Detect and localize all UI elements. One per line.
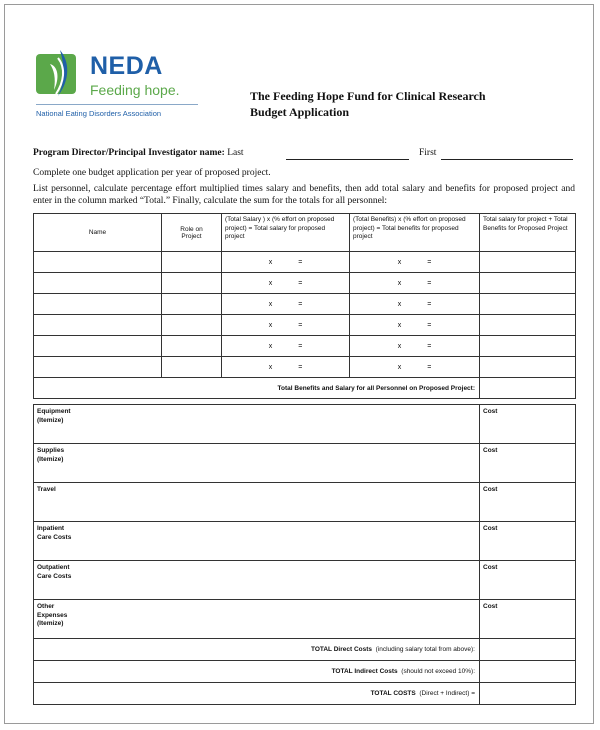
document-title	[250, 88, 486, 120]
cost-item-equipment[interactable]: Equipment (Itemize)	[34, 405, 480, 444]
personnel-role-cell[interactable]	[162, 294, 222, 315]
personnel-role-cell[interactable]	[162, 336, 222, 357]
cost-item-row	[34, 483, 576, 522]
personnel-grand-total-cell[interactable]	[480, 378, 576, 399]
table-row	[34, 315, 576, 336]
title-line-2: Budget Application	[250, 105, 350, 119]
cost-item-row	[34, 405, 576, 444]
cost-item-inpatient[interactable]: Inpatient Care Costs	[34, 522, 480, 561]
personnel-salary-cell[interactable]: x =	[222, 252, 350, 273]
personnel-total-row	[34, 378, 576, 399]
cost-item-outpatient[interactable]: Outpatient Care Costs	[34, 561, 480, 600]
pi-name-line	[33, 148, 578, 164]
pi-last-label: Last	[227, 148, 244, 158]
logo-brand: NEDA	[90, 52, 163, 80]
title-line-1: The Feeding Hope Fund for Clinical Research	[250, 89, 486, 103]
personnel-benefits-cell[interactable]: x =	[350, 336, 480, 357]
cost-item-row	[34, 600, 576, 639]
personnel-header-row	[34, 214, 576, 252]
table-row	[34, 273, 576, 294]
personnel-total-cell[interactable]	[480, 294, 576, 315]
costs-table	[33, 404, 576, 705]
table-row	[34, 252, 576, 273]
pi-name-label: Program Director/Principal Investigator name: Last	[33, 148, 244, 158]
personnel-total-cell[interactable]	[480, 252, 576, 273]
personnel-salary-cell[interactable]: x =	[222, 357, 350, 378]
logo-association: National Eating Disorders Association	[36, 109, 162, 118]
personnel-salary-cell[interactable]: x =	[222, 294, 350, 315]
personnel-benefits-cell[interactable]: x =	[350, 252, 480, 273]
table-row	[34, 357, 576, 378]
cost-cell[interactable]: Cost	[480, 561, 576, 600]
cost-cell[interactable]: Cost	[480, 522, 576, 561]
neda-leaf-icon	[36, 50, 84, 98]
personnel-total-cell[interactable]	[480, 315, 576, 336]
header-salary: (Total Salary ) x (% effort on proposed project) = Total salary for proposed project	[222, 214, 350, 252]
header-total: Total salary for project + Total Benefits for Proposed Project	[480, 214, 576, 252]
personnel-benefits-cell[interactable]: x =	[350, 357, 480, 378]
cost-item-row	[34, 561, 576, 600]
personnel-role-cell[interactable]	[162, 252, 222, 273]
logo-tagline: Feeding hope.	[90, 82, 180, 98]
personnel-name-cell[interactable]	[34, 294, 162, 315]
personnel-name-cell[interactable]	[34, 273, 162, 294]
personnel-role-cell[interactable]	[162, 273, 222, 294]
personnel-name-cell[interactable]	[34, 357, 162, 378]
personnel-name-cell[interactable]	[34, 315, 162, 336]
personnel-benefits-cell[interactable]: x =	[350, 294, 480, 315]
cost-item-row	[34, 522, 576, 561]
personnel-name-cell[interactable]	[34, 252, 162, 273]
personnel-total-cell[interactable]	[480, 336, 576, 357]
personnel-role-cell[interactable]	[162, 315, 222, 336]
cost-item-other[interactable]: Other Expenses (Itemize)	[34, 600, 480, 639]
cost-item-row	[34, 444, 576, 483]
instruction-1: Complete one budget application per year of proposed project.	[33, 168, 271, 178]
indirect-costs-label: TOTAL Indirect Costs (should not exceed 10%):	[34, 661, 480, 683]
header-role: Role on Project	[162, 214, 222, 252]
personnel-total-cell[interactable]	[480, 273, 576, 294]
indirect-costs-cell[interactable]	[480, 661, 576, 683]
direct-costs-cell[interactable]	[480, 639, 576, 661]
neda-logo	[36, 42, 206, 122]
cost-cell[interactable]: Cost	[480, 600, 576, 639]
pi-first-name-field[interactable]	[441, 159, 573, 160]
personnel-role-cell[interactable]	[162, 357, 222, 378]
personnel-table	[33, 213, 576, 399]
personnel-benefits-cell[interactable]: x =	[350, 315, 480, 336]
pi-first-label: First	[419, 148, 437, 158]
personnel-total-label: Total Benefits and Salary for all Personnel on Proposed Project:	[34, 378, 480, 399]
personnel-benefits-cell[interactable]: x =	[350, 273, 480, 294]
logo-divider	[36, 104, 198, 105]
instruction-2: List personnel, calculate percentage effort multiplied times salary and benefits, then add total salary and benefits for proposed project and enter in the column marked “Total.” Finally, calculate the sum for the totals for all personnel:	[33, 184, 575, 206]
total-costs-label: TOTAL COSTS (Direct + Indirect) =	[34, 683, 480, 705]
direct-costs-row	[34, 639, 576, 661]
indirect-costs-row	[34, 661, 576, 683]
personnel-salary-cell[interactable]: x =	[222, 273, 350, 294]
total-costs-cell[interactable]	[480, 683, 576, 705]
personnel-salary-cell[interactable]: x =	[222, 336, 350, 357]
cost-item-supplies[interactable]: Supplies (Itemize)	[34, 444, 480, 483]
personnel-name-cell[interactable]	[34, 336, 162, 357]
cost-cell[interactable]: Cost	[480, 483, 576, 522]
personnel-salary-cell[interactable]: x =	[222, 315, 350, 336]
cost-cell[interactable]: Cost	[480, 444, 576, 483]
pi-last-name-field[interactable]	[286, 159, 409, 160]
header-name: Name	[34, 214, 162, 252]
total-costs-row	[34, 683, 576, 705]
cost-item-travel[interactable]: Travel	[34, 483, 480, 522]
table-row	[34, 294, 576, 315]
direct-costs-label: TOTAL Direct Costs (including salary total from above):	[34, 639, 480, 661]
header-benefits: (Total Benefits) x (% effort on proposed project) = Total benefits for proposed project	[350, 214, 480, 252]
personnel-total-cell[interactable]	[480, 357, 576, 378]
cost-cell[interactable]: Cost	[480, 405, 576, 444]
table-row	[34, 336, 576, 357]
